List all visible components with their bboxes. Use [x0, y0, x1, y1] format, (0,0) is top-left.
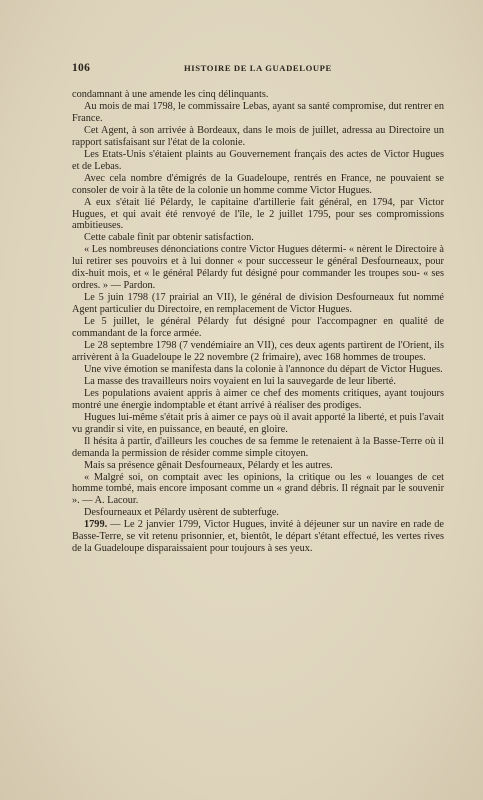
- paragraph: condamnant à une amende les cinq délinquants.: [72, 89, 269, 100]
- year-heading: 1799.: [84, 519, 108, 531]
- paragraph: Avec cela nombre d'émigrés de la Guadeloupe, rentrés en France, ne pouvaient se consoler de voir à la tête de la colonie un homme comme Victor Hugues.: [72, 172, 444, 196]
- body-text: [72, 89, 444, 555]
- paragraph: Le 5 juin 1798 (17 prairial an VII), le général de division Desfourneaux fut nommé Agent particulier du Directoire, en remplacement de Victor Hugues.: [72, 292, 444, 316]
- paragraph: Le 5 juillet, le général Pélardy fut désigné pour l'accompagner en qualité de commandant de la force armée.: [72, 316, 444, 340]
- paragraph: Cet Agent, à son arrivée à Bordeaux, dans le mois de juillet, adressa au Directoire un rapport satisfaisant sur l'état de la colonie.: [72, 124, 444, 148]
- paragraph: Hugues lui-même s'était pris à aimer ce pays où il avait apporté la liberté, et puis l'avait vu grandir si vite, en puissance, en beauté, en gloire.: [72, 411, 444, 435]
- page-header: [72, 62, 442, 76]
- paragraph: Le 28 septembre 1798 (7 vendémiaire an VII), ces deux agents partirent de l'Orient, ils arrivèrent à la Guadeloupe le 22 novembre (2 frimaire), avec 168 hommes de troupes.: [72, 340, 444, 363]
- paragraph: Cette cabale finit par obtenir satisfaction.: [84, 232, 254, 244]
- paragraph: Les populations avaient appris à aimer ce chef des moments critiques, ayant toujours montré une énergie indomptable et étant arrivé à réaliser des prodiges.: [72, 387, 444, 411]
- paragraph: Au mois de mai 1798, le commissaire Lebas, ayant sa santé compromise, dut rentrer en France.: [72, 100, 444, 124]
- paragraph: Les Etats-Unis s'étaient plaints au Gouvernement français des actes de Victor Hugues et de Lebas.: [72, 148, 444, 172]
- running-title: HISTOIRE DE LA GUADELOUPE: [184, 63, 332, 73]
- paragraph: La masse des travailleurs noirs voyaient en lui la sauvegarde de leur liberté.: [84, 375, 396, 387]
- paragraph-text: — Le 2 janvier 1799, Victor Hugues, invité à déjeuner sur un navire en rade de Basse-Terre, se vit retenu prisonnier, et, bientôt, le départ s'étant effectué, les vertes rives de la Guadeloupe disparaissaient pour toujours à ses yeux.: [72, 519, 444, 555]
- paragraph: A eux s'était lié Pélardy, le capitaine d'artillerie fait général, en 1794, par Victor Hugues, et qui avait été renvoyé de l'île, le 2 juillet 1795, pour ses compromissions ambitieuses.: [72, 196, 444, 232]
- paragraph-1799: [72, 519, 444, 555]
- paragraph: Une vive émotion se manifesta dans la colonie à l'annonce du départ de Victor Hugues.: [84, 363, 443, 375]
- paragraph: Mais sa présence gênait Desfourneaux, Pélardy et les autres.: [84, 459, 333, 471]
- page-number: 106: [72, 62, 91, 74]
- paragraph: Desfourneaux et Pélardy usèrent de subterfuge.: [84, 507, 279, 519]
- quotation-paragraph: « Les nombreuses dénonciations contre Victor Hugues détermi- « nèrent le Directoire à lui retirer ses pouvoirs et à lui donner « pour successeur le général Desfourneaux, pour dix-huit mois, et « le général Pélardy fut désigné pour commander les troupes sou- « ses ordres. » — Pardon.: [72, 244, 444, 292]
- quotation-paragraph: « Malgré soi, on comptait avec les opinions, la critique ou les « louanges de cet homme tombé, mais encore imposant comme un « grand débris. Il régnait par le souvenir ». — A. Lacour.: [72, 471, 444, 507]
- paragraph: Il hésita à partir, d'ailleurs les couches de sa femme le retenaient à la Basse-Terre où il demanda la permission de résider comme simple citoyen.: [72, 435, 444, 459]
